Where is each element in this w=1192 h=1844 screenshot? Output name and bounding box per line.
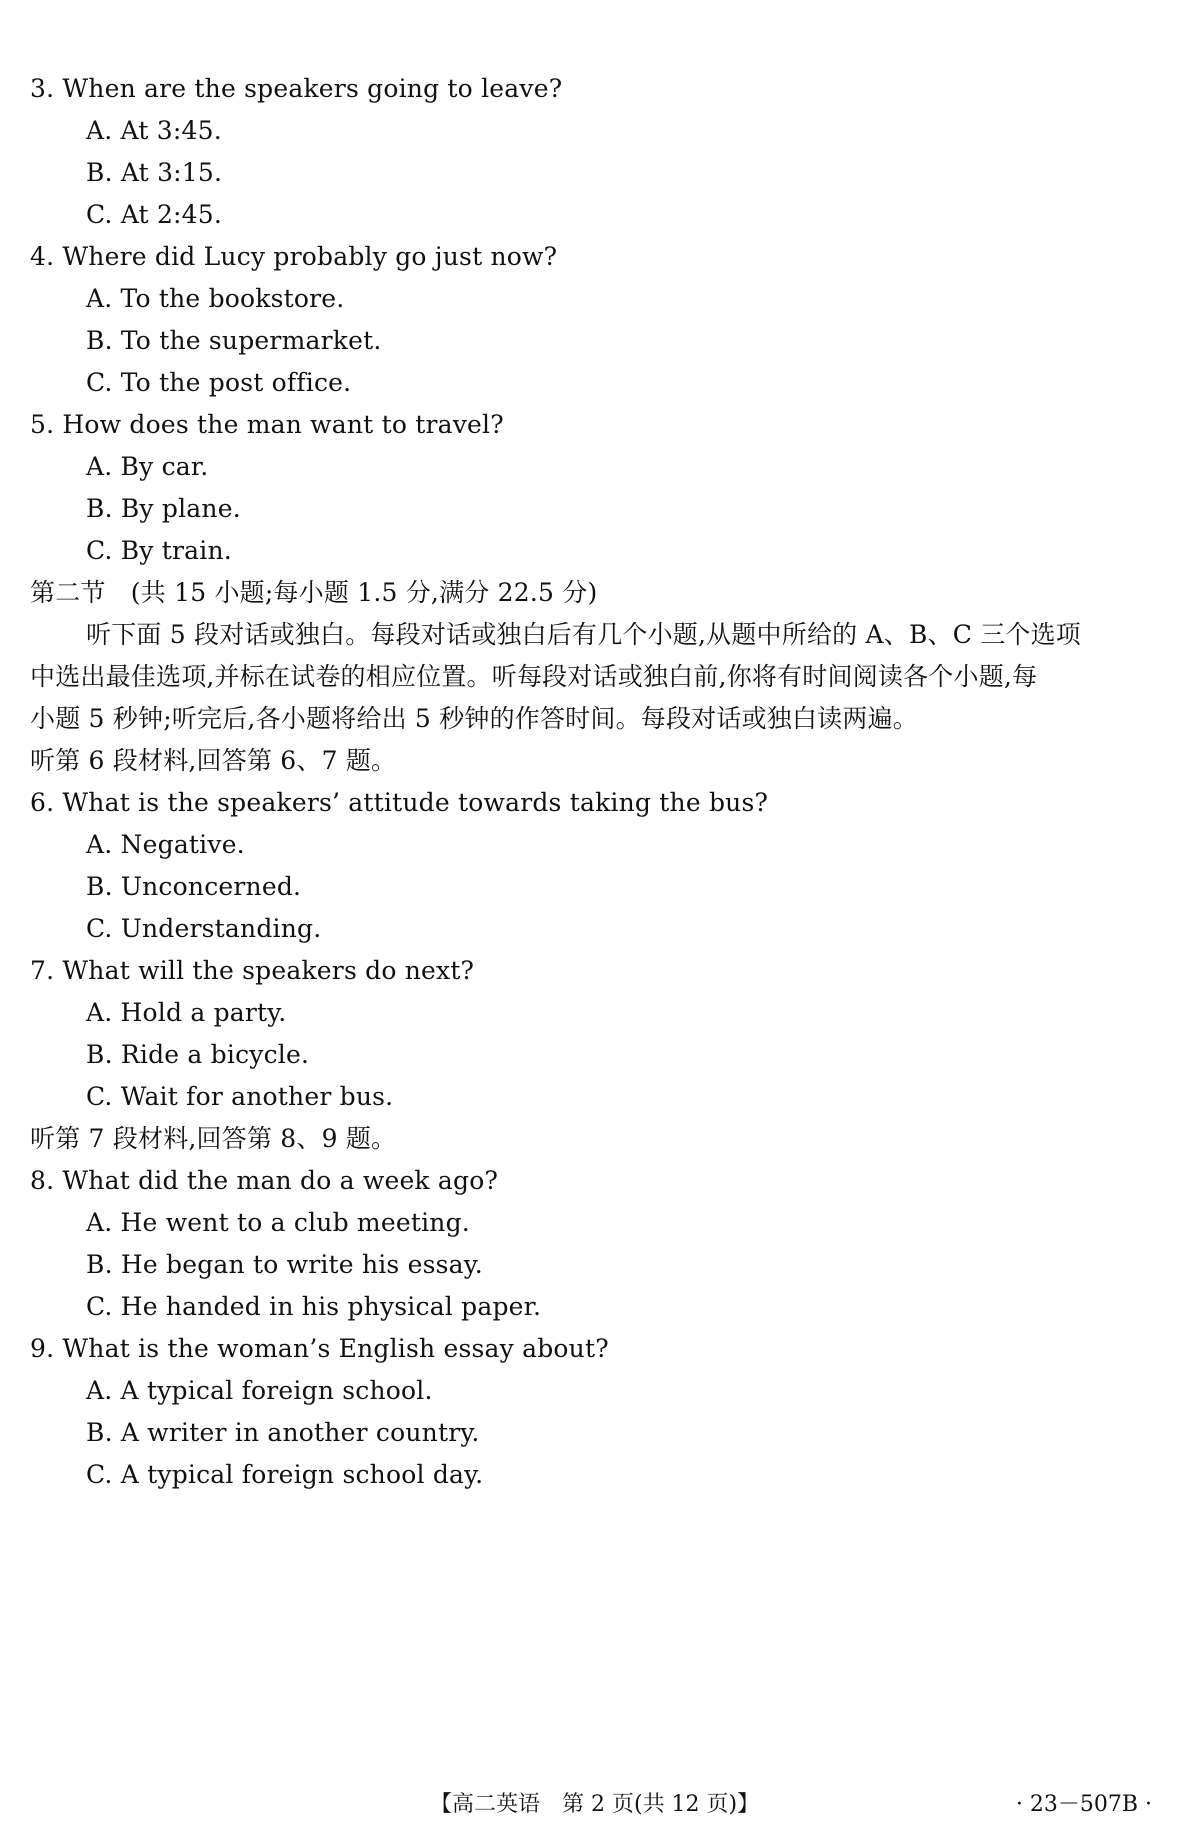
question-4-option-a: A. To the bookstore. — [86, 284, 345, 313]
question-3-stem: 3. When are the speakers going to leave? — [30, 74, 563, 103]
section-2-instructions-line-2: 中选出最佳选项,并标在试卷的相应位置。听每段对话或独白前,你将有时间阅读各个小题,每 — [30, 662, 1038, 691]
question-3-option-a: A. At 3:45. — [86, 116, 222, 145]
question-6-option-b: B. Unconcerned. — [86, 872, 302, 901]
section-2-heading: 第二节 (共 15 小题;每小题 1.5 分,满分 22.5 分) — [30, 578, 598, 607]
question-7-option-b: B. Ride a bicycle. — [86, 1040, 310, 1069]
material-7-header: 听第 7 段材料,回答第 8、9 题。 — [30, 1124, 397, 1153]
question-8-stem: 8. What did the man do a week ago? — [30, 1166, 499, 1195]
question-9-option-c: C. A typical foreign school day. — [86, 1460, 484, 1489]
question-5-stem: 5. How does the man want to travel? — [30, 410, 504, 439]
page-footer-title: 【高二英语 第 2 页(共 12 页)】 — [430, 1792, 760, 1817]
question-5-option-c: C. By train. — [86, 536, 232, 565]
question-4-option-b: B. To the supermarket. — [86, 326, 382, 355]
question-4-option-c: C. To the post office. — [86, 368, 352, 397]
question-6-option-c: C. Understanding. — [86, 914, 322, 943]
material-6-header: 听第 6 段材料,回答第 6、7 题。 — [30, 746, 397, 775]
page-footer-code: · 23－507B · — [1015, 1792, 1152, 1817]
question-3-option-b: B. At 3:15. — [86, 158, 223, 187]
question-5-option-a: A. By car. — [86, 452, 209, 481]
question-8-option-b: B. He began to write his essay. — [86, 1250, 483, 1279]
section-2-instructions-line-3: 小题 5 秒钟;听完后,各小题将给出 5 秒钟的作答时间。每段对话或独白读两遍。 — [30, 704, 918, 733]
question-5-option-b: B. By plane. — [86, 494, 241, 523]
question-7-option-a: A. Hold a party. — [86, 998, 287, 1027]
question-8-option-c: C. He handed in his physical paper. — [86, 1292, 542, 1321]
question-9-option-a: A. A typical foreign school. — [86, 1376, 433, 1405]
question-6-option-a: A. Negative. — [86, 830, 245, 859]
question-3-option-c: C. At 2:45. — [86, 200, 223, 229]
question-4-stem: 4. Where did Lucy probably go just now? — [30, 242, 558, 271]
question-9-stem: 9. What is the woman’s English essay about? — [30, 1334, 609, 1363]
question-9-option-b: B. A writer in another country. — [86, 1418, 480, 1447]
question-6-stem: 6. What is the speakers’ attitude towards taking the bus? — [30, 788, 769, 817]
section-2-instructions-line-1: 听下面 5 段对话或独白。每段对话或独白后有几个小题,从题中所给的 A、B、C 三个选项 — [86, 620, 1081, 649]
question-8-option-a: A. He went to a club meeting. — [86, 1208, 470, 1237]
question-7-option-c: C. Wait for another bus. — [86, 1082, 394, 1111]
question-7-stem: 7. What will the speakers do next? — [30, 956, 475, 985]
